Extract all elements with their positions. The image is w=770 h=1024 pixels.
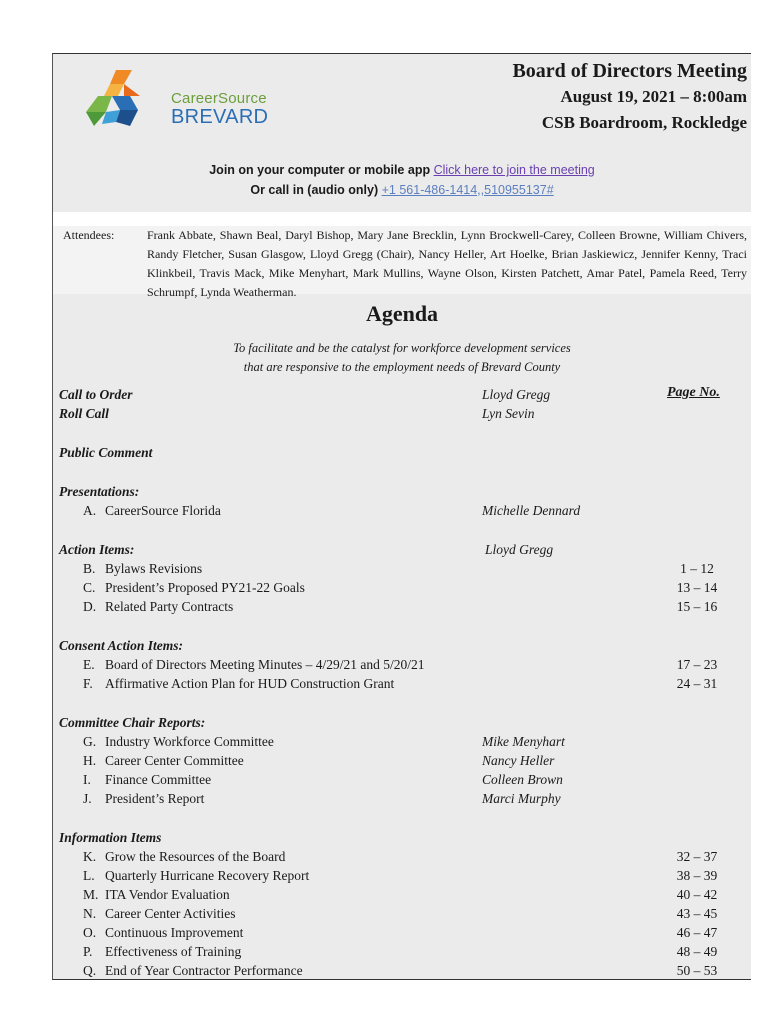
agenda-item bbox=[83, 674, 394, 693]
meeting-title-block bbox=[512, 58, 747, 136]
agenda-item-letter: A. bbox=[83, 503, 97, 518]
agenda-page-numbers: 17 – 23 bbox=[676, 657, 718, 672]
join-phone-text: Or call in (audio only) bbox=[250, 183, 382, 197]
attendees-section bbox=[53, 226, 751, 299]
agenda-item-letter: H. bbox=[83, 753, 97, 768]
agenda-item bbox=[83, 501, 221, 520]
agenda-item-text: President’s Report bbox=[105, 791, 205, 806]
agenda-item bbox=[83, 597, 233, 616]
phone-number-link[interactable]: +1 561-486-1414,,510955137# bbox=[381, 183, 554, 197]
agenda-page-numbers: 15 – 16 bbox=[676, 599, 718, 614]
agenda-section-header bbox=[59, 636, 183, 655]
agenda-item-letter: L. bbox=[83, 868, 95, 883]
agenda-item bbox=[83, 923, 243, 942]
agenda-item-letter: O. bbox=[83, 925, 97, 940]
agenda-item bbox=[83, 770, 211, 789]
agenda-item-letter: F. bbox=[83, 676, 93, 691]
agenda-item-text: ITA Vendor Evaluation bbox=[105, 887, 230, 902]
agenda-item bbox=[83, 866, 309, 885]
agenda-page-numbers: 32 – 37 bbox=[676, 849, 718, 864]
agenda-item-text: Public Comment bbox=[59, 445, 153, 460]
agenda-page-numbers: 38 – 39 bbox=[676, 868, 718, 883]
agenda-item-text: Finance Committee bbox=[105, 772, 212, 787]
agenda-item-letter: P. bbox=[83, 944, 93, 959]
attendees-names: Frank Abbate, Shawn Beal, Daryl Bishop, Mary Jane Brecklin, Lynn Brockwell-Carey, Colleen Browne, William Chivers, Randy Fletcher, Susan Glasgow, Lloyd Gregg (Chair), Nancy Heller, Art Hoelke, Brian Jaskiewicz, Jennifer Kenny, Traci Klinkbeil, Travis Mack, Mike Menyhart, Mark Mullins, Wayne Olson, Kirsten Patchett, Amar Patel, Pamela Reed, Terry Schrumpf, Lynda Weatherman. bbox=[147, 228, 747, 299]
agenda-item-text: CareerSource Florida bbox=[105, 503, 221, 518]
agenda-item bbox=[83, 751, 244, 770]
agenda-item-letter: G. bbox=[83, 734, 97, 749]
agenda-presenter: Lloyd Gregg bbox=[485, 542, 554, 557]
agenda-item bbox=[83, 732, 274, 751]
agenda-section-header bbox=[59, 443, 152, 462]
agenda-item-text: Affirmative Action Plan for HUD Construction Grant bbox=[105, 676, 395, 691]
meeting-location: CSB Boardroom, Rockledge bbox=[541, 113, 747, 132]
agenda-presenter: Colleen Brown bbox=[482, 772, 563, 787]
agenda-page-numbers: 50 – 53 bbox=[676, 963, 718, 978]
agenda-section-header bbox=[59, 540, 134, 559]
agenda-item-text: End of Year Contractor Performance bbox=[105, 963, 303, 978]
agenda-item bbox=[83, 655, 424, 674]
logo-mark-icon bbox=[80, 66, 170, 130]
mission-statement bbox=[53, 339, 751, 377]
meeting-title: Board of Directors Meeting bbox=[512, 60, 747, 82]
agenda-item-text: Career Center Committee bbox=[105, 753, 244, 768]
agenda-item-text: Call to Order bbox=[59, 387, 133, 402]
agenda-page-numbers: 48 – 49 bbox=[676, 944, 718, 959]
agenda-item-text: President’s Proposed PY21-22 Goals bbox=[105, 580, 305, 595]
agenda-item bbox=[83, 559, 202, 578]
join-phone-line bbox=[53, 180, 751, 200]
agenda-item-text: Industry Workforce Committee bbox=[105, 734, 274, 749]
agenda-item-letter: N. bbox=[83, 906, 97, 921]
agenda-page-numbers: 24 – 31 bbox=[676, 676, 718, 691]
document-page bbox=[52, 53, 751, 980]
agenda-item-text: Career Center Activities bbox=[105, 906, 236, 921]
agenda-item-text: Roll Call bbox=[59, 406, 109, 421]
agenda-presenter: Marci Murphy bbox=[482, 791, 561, 806]
agenda-item-text: Information Items bbox=[59, 830, 162, 845]
agenda-item-text: Presentations: bbox=[59, 484, 140, 499]
agenda-item-text: Grow the Resources of the Board bbox=[105, 849, 286, 864]
agenda-item-letter: B. bbox=[83, 561, 96, 576]
join-info bbox=[53, 160, 751, 200]
agenda-item-letter: D. bbox=[83, 599, 97, 614]
divider bbox=[53, 212, 751, 226]
agenda-section-header bbox=[59, 385, 133, 404]
agenda-item bbox=[83, 961, 303, 980]
agenda-presenter: Mike Menyhart bbox=[482, 734, 565, 749]
join-online-text: Join on your computer or mobile app bbox=[209, 163, 434, 177]
agenda-item bbox=[83, 847, 285, 866]
agenda-item-letter: C. bbox=[83, 580, 96, 595]
meeting-date: August 19, 2021 – 8:00am bbox=[560, 87, 747, 106]
agenda-item-letter: M. bbox=[83, 887, 99, 902]
agenda-item bbox=[83, 578, 305, 597]
agenda-section-header bbox=[59, 828, 161, 847]
agenda-page-numbers: 40 – 42 bbox=[676, 887, 718, 902]
agenda-item-text: Consent Action Items: bbox=[59, 638, 184, 653]
agenda-title: Agenda bbox=[365, 301, 439, 326]
agenda-item-letter: I. bbox=[83, 772, 91, 787]
agenda-item-text: Board of Directors Meeting Minutes – 4/29/21 and 5/20/21 bbox=[105, 657, 425, 672]
agenda-item bbox=[83, 789, 204, 808]
attendees-label: Attendees: bbox=[63, 228, 115, 242]
agenda-page-numbers: 13 – 14 bbox=[676, 580, 718, 595]
careersource-logo bbox=[80, 66, 269, 130]
agenda-section-header bbox=[59, 404, 109, 423]
agenda-section-header bbox=[59, 482, 139, 501]
agenda-presenter: Nancy Heller bbox=[482, 753, 555, 768]
agenda-item bbox=[83, 942, 241, 961]
agenda-item-letter: Q. bbox=[83, 963, 97, 978]
agenda-item-text: Continuous Improvement bbox=[105, 925, 244, 940]
agenda-item-letter: K. bbox=[83, 849, 97, 864]
agenda-section-header bbox=[59, 713, 205, 732]
page-no-header: Page No. bbox=[667, 385, 720, 400]
agenda-item-text: Bylaws Revisions bbox=[105, 561, 203, 576]
logo-text-careersource: CareerSource bbox=[171, 90, 267, 107]
join-meeting-link[interactable]: Click here to join the meeting bbox=[433, 163, 595, 177]
join-online-line bbox=[53, 160, 751, 180]
agenda-item bbox=[83, 885, 230, 904]
mission-line-2: that are responsive to the employment needs of Brevard County bbox=[243, 360, 561, 374]
agenda-presenter: Michelle Dennard bbox=[482, 503, 581, 518]
agenda-item-letter: E. bbox=[83, 657, 95, 672]
agenda-page-numbers: 1 – 12 bbox=[680, 561, 714, 576]
agenda-item-text: Action Items: bbox=[59, 542, 135, 557]
agenda-item-text: Committee Chair Reports: bbox=[59, 715, 206, 730]
agenda-item-letter: J. bbox=[83, 791, 92, 806]
agenda-item-text: Quarterly Hurricane Recovery Report bbox=[105, 868, 310, 883]
agenda-item-text: Related Party Contracts bbox=[105, 599, 234, 614]
logo-text-brevard: BREVARD bbox=[171, 106, 269, 128]
agenda-page-numbers: 46 – 47 bbox=[676, 925, 718, 940]
mission-line-1: To facilitate and be the catalyst for workforce development services bbox=[233, 341, 571, 355]
agenda-presenter: Lloyd Gregg bbox=[482, 387, 551, 402]
agenda-item-text: Effectiveness of Training bbox=[105, 944, 242, 959]
agenda-page-numbers: 43 – 45 bbox=[676, 906, 718, 921]
agenda-presenter: Lyn Sevin bbox=[482, 406, 535, 421]
agenda-item bbox=[83, 904, 235, 923]
